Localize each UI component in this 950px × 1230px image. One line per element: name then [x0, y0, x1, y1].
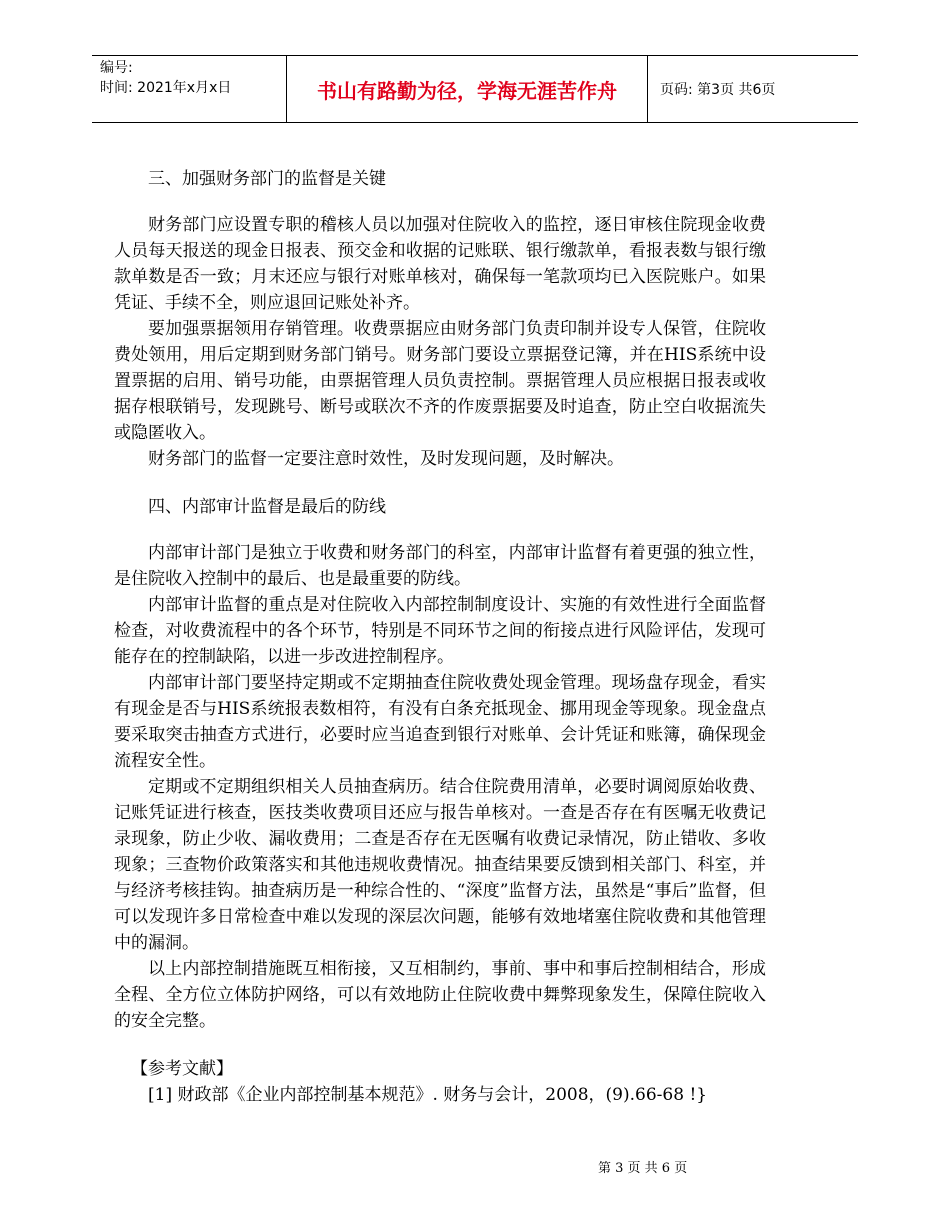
section-heading-4: 四、内部审计监督是最后的防线 [148, 497, 386, 517]
paragraph: 内部审计监督的重点是对住院收入内部控制制度设计、实施的有效性进行全面监督检查，对收费流程中的各个环节，特别是不同环节之间的衔接点进行风险评估，发现可能存在的控制缺陷，以进一步改进控制程序。 [114, 595, 766, 667]
document-number-label: 编号: [100, 60, 133, 76]
paragraph: 要加强票据领用存销管理。收费票据应由财务部门负责印制并设专人保管，住院收费处领用，用后定期到财务部门销号。财务部门要设立票据登记簿，并在HIS系统中设置票据的启用、销号功能，由票据管理人员负责控制。票据管理人员应根据日报表或收据存根联销号，发现跳号、断号或联次不齐的作废票据要及时追查，防止空白收据流失或隐匿收入。 [114, 319, 766, 443]
header-left [100, 58, 231, 98]
paragraph: 财务部门的监督一定要注意时效性，及时发现问题，及时解决。 [148, 449, 624, 469]
paragraph: 以上内部控制措施既互相衔接，又互相制约，事前、事中和事后控制相结合，形成全程、全方位立体防护网络，可以有效地防止住院收费中舞弊现象发生，保障住院收入的安全完整。 [114, 959, 766, 1031]
paragraph: 定期或不定期组织相关人员抽查病历。结合住院费用清单，必要时调阅原始收费、记账凭证进行核查，医技类收费项目还应与报告单核对。一查是否存在有医嘱无收费记录现象，防止少收、漏收费用；二查是否存在无医嘱有收费记录情况，防止错收、多收现象；三查物价政策落实和其他违规收费情况。抽查结果要反馈到相关部门、科室，并与经济考核挂钩。抽查病历是一种综合性的、“深度”监督方法，虽然是“事后”监督，但可以发现许多日常检查中难以发现的深层次问题，能够有效地堵塞住院收费和其他管理中的漏洞。 [114, 777, 766, 953]
paragraph: 内部审计部门是独立于收费和财务部门的科室，内部审计监督有着更强的独立性，是住院收入控制中的最后、也是最重要的防线。 [114, 543, 766, 589]
paragraph: 内部审计部门要坚持定期或不定期抽查住院收费处现金管理。现场盘存现金，看实有现金是否与HIS系统报表数相符，有没有白条充抵现金、挪用现金等现象。现金盘点要采取突击抽查方式进行，必要时应当追查到银行对账单、会计凭证和账簿，确保现金流程安全性。 [114, 673, 766, 771]
section-heading-3: 三、加强财务部门的监督是关键 [148, 169, 386, 189]
page-header [92, 55, 858, 123]
document-body [114, 166, 766, 1108]
page-footer: 第 3 页 共 6 页 [598, 1161, 688, 1176]
reference-item: [1] 财政部《企业内部控制基本规范》. 财务与会计，2008，(9).66-68 !} [148, 1085, 708, 1105]
paragraph: 财务部门应设置专职的稽核人员以加强对住院收入的监控，逐日审核住院现金收费人员每天报送的现金日报表、预交金和收据的记账联、银行缴款单，看报表数与银行缴款单数是否一致；月末还应与银行对账单核对，确保每一笔款项均已入医院账户。如果凭证、手续不全，则应退回记账处补齐。 [114, 215, 766, 313]
header-page-info: 页码: 第3页 共6页 [660, 82, 776, 98]
references-title: 【参考文献】 [131, 1059, 233, 1079]
document-time: 时间: 2021年x月x日 [100, 80, 232, 96]
header-motto: 书山有路勤为径，学海无涯苦作舟 [286, 56, 648, 122]
